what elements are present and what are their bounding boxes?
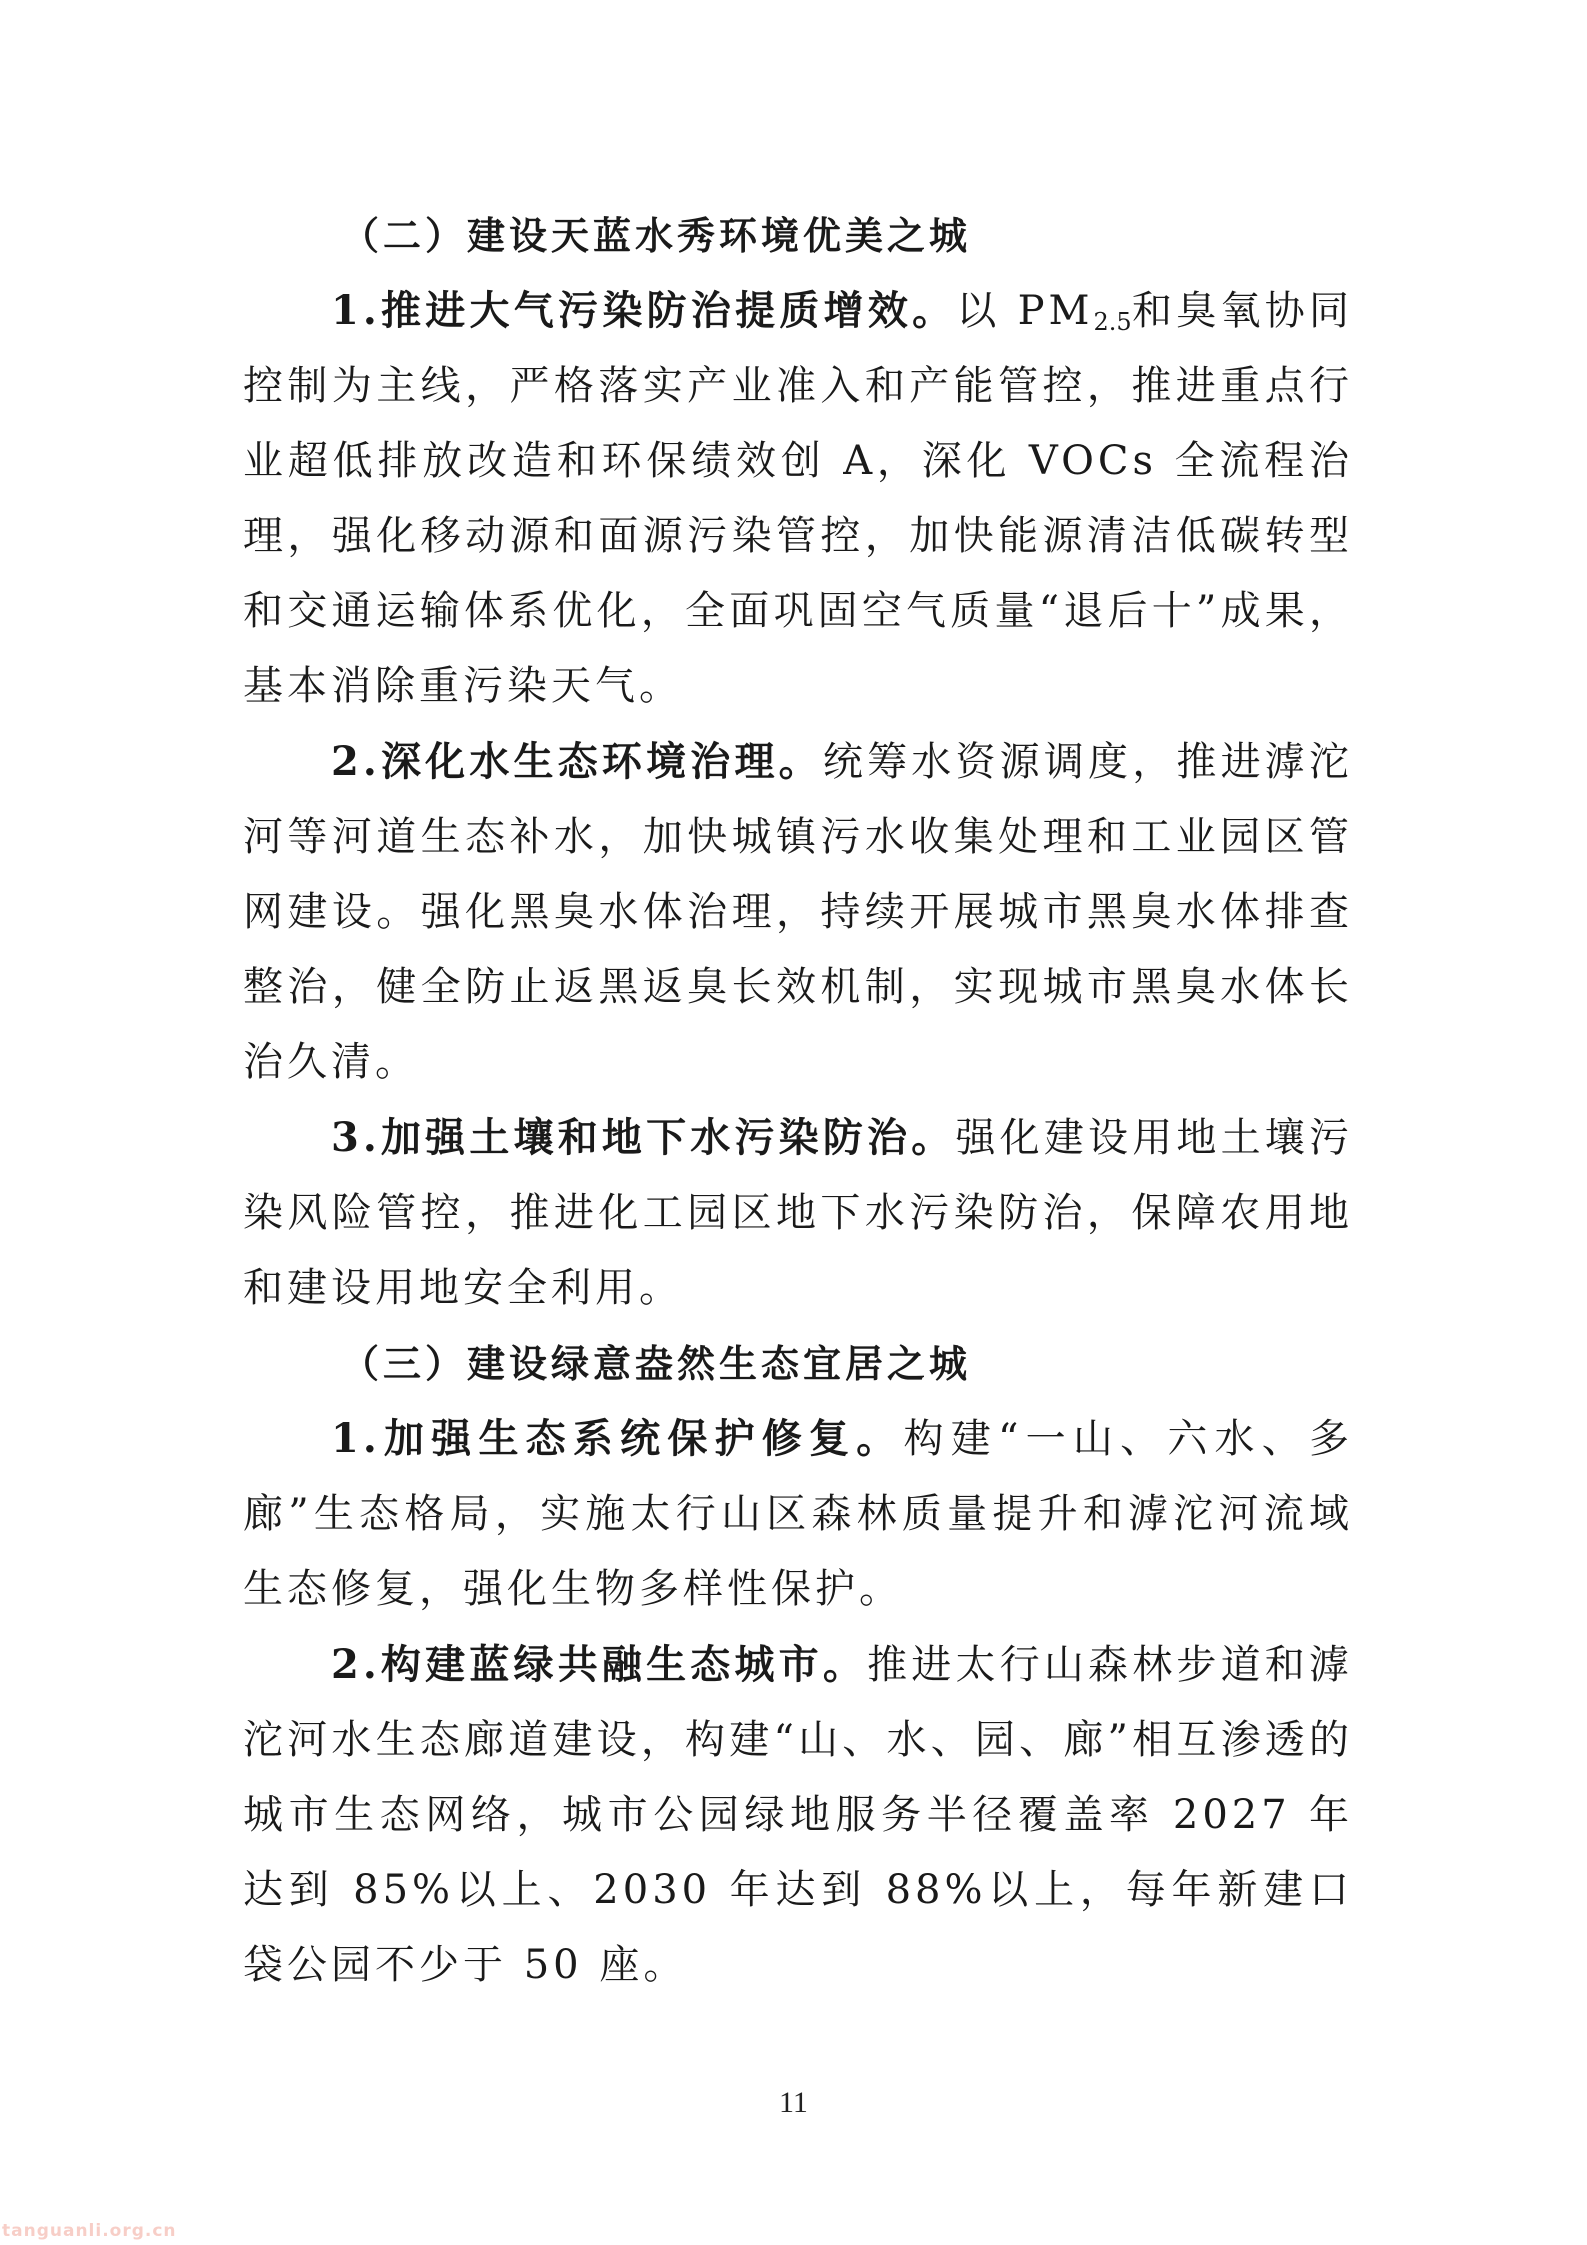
paragraph-air-pollution (243, 273, 1353, 724)
page-number: 11 (779, 2086, 808, 2119)
paragraph-text: 以 PM (956, 288, 1094, 334)
paragraph-text: 和臭氧协同控制为主线，严格落实产业准入和产能管控，推进重点行业超低排放改造和环保绩效创 A，深化 VOCs 全流程治理，强化移动源和面源污染管控，加快能源清洁低碳转型和交通运输体系优化，全面巩固空气质量“退后十”成果，基本消除重污染天气。 (243, 288, 1353, 709)
document-body (243, 198, 1353, 2003)
paragraph-lead: 1.推进大气污染防治提质增效。 (331, 287, 957, 334)
paragraph-text: 推进太行山森林步道和滹沱河水生态廊道建设，构建“山、水、园、廊”相互渗透的城市生态网络，城市公园绿地服务半径覆盖率 2027 年达到 85%以上、2030 年达到 88%以上，每年新建口袋公园不少于 50 座。 (243, 1642, 1354, 1988)
watermark: tanguanli.org.cn (2, 2221, 177, 2241)
paragraph-blue-green-city (243, 1627, 1353, 2003)
subscript: 2.5 (1093, 308, 1132, 336)
paragraph-text: 统筹水资源调度，推进滹沱河等河道生态补水，加快城镇污水收集处理和工业园区管网建设。强化黑臭水体治理，持续开展城市黑臭水体排查整治，健全防止返黑返臭长效机制，实现城市黑臭水体长治久清。 (243, 739, 1353, 1085)
paragraph-lead: 1.加强生态系统保护修复。 (331, 1415, 904, 1462)
paragraph-lead: 2.深化水生态环境治理。 (331, 738, 823, 785)
section-heading-3: （三）建设绿意盎然生态宜居之城 (341, 1341, 972, 1386)
paragraph-lead: 2.构建蓝绿共融生态城市。 (331, 1641, 868, 1688)
paragraph-ecosystem-protection (243, 1401, 1353, 1627)
paragraph-lead: 3.加强土壤和地下水污染防治。 (331, 1114, 956, 1161)
paragraph-text: 强化建设用地土壤污染风险管控，推进化工园区地下水污染防治，保障农用地和建设用地安全利用。 (243, 1115, 1353, 1311)
section-heading-2: （二）建设天蓝水秀环境优美之城 (341, 213, 972, 258)
paragraph-text: 构建“一山、六水、多廊”生态格局，实施太行山区森林质量提升和滹沱河流域生态修复，强化生物多样性保护。 (243, 1416, 1353, 1612)
paragraph-water-ecology (243, 724, 1353, 1100)
paragraph-soil-groundwater (243, 1100, 1353, 1326)
